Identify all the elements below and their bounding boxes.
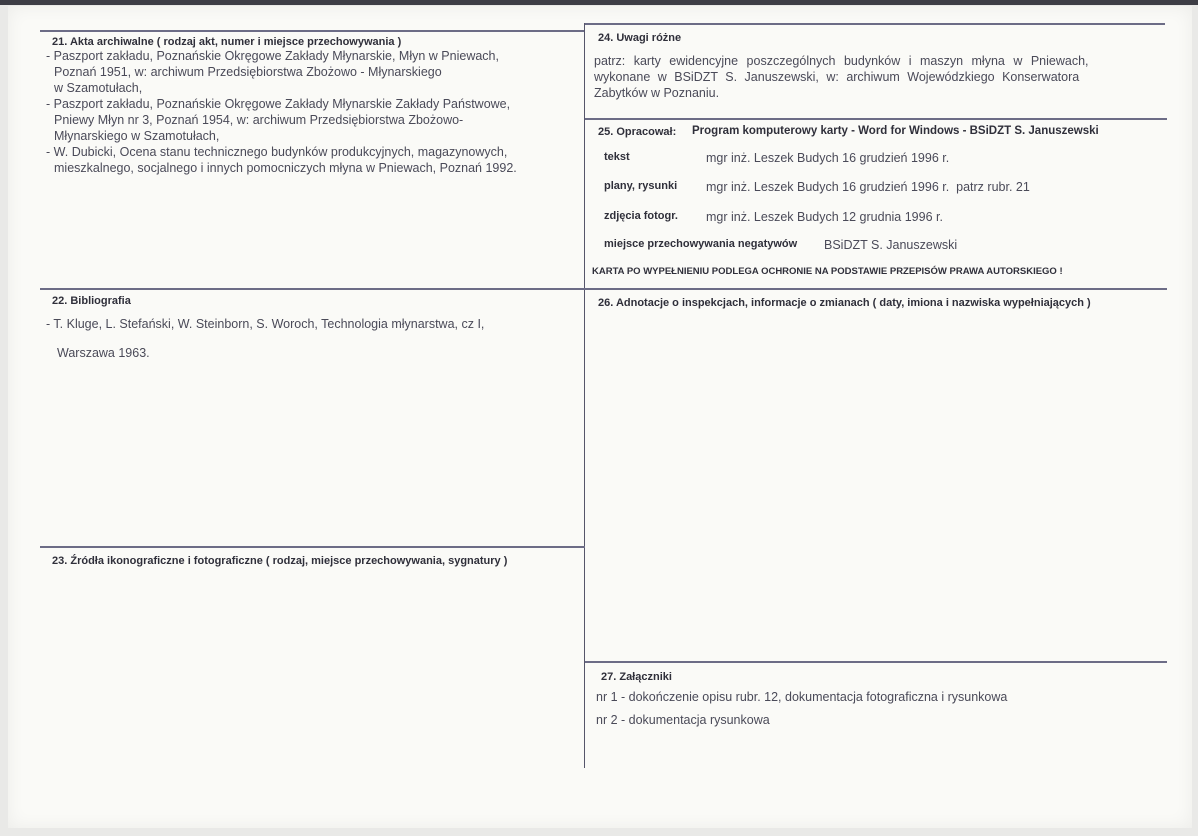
copyright-notice: KARTA PO WYPEŁNIENIU PODLEGA OCHRONIE NA PODSTAWIE PRZEPISÓW PRAWA AUTORSKIEGO !: [592, 266, 1063, 277]
author-row-value: mgr inż. Leszek Budych 16 grudzień 1996 r.: [706, 151, 950, 165]
rule-24-25: [585, 118, 1167, 120]
archive-line: Poznań 1951, w: archiwum Przedsiębiorstwa Zbożowo - Młynarskiego: [54, 65, 442, 79]
author-row-value: mgr inż. Leszek Budych 16 grudzień 1996 r. patrz rubr. 21: [706, 180, 1030, 194]
section-22-heading: 22. Bibliografia: [52, 295, 131, 307]
author-row-label: tekst: [604, 151, 630, 163]
rule-26-27: [585, 661, 1167, 663]
section-25-heading: 25. Opracował:: [598, 126, 677, 138]
section-21-body: [46, 48, 576, 176]
author-row-label: zdjęcia fotogr.: [604, 210, 678, 222]
section-21-heading: 21. Akta archiwalne ( rodzaj akt, numer i miejsce przechowywania ): [52, 36, 402, 48]
author-row-value: mgr inż. Leszek Budych 12 grudnia 1996 r.: [706, 210, 943, 224]
top-rule-right: [585, 23, 1165, 25]
section-24-heading: 24. Uwagi różne: [598, 32, 682, 44]
archive-line: - Paszport zakładu, Poznańskie Okręgowe Zakłady Młynarskie, Młyn w Pniewach,: [46, 49, 499, 63]
top-edge-band: [0, 0, 1198, 5]
rule-21-22: [40, 288, 585, 290]
center-divider: [584, 23, 585, 768]
remarks-line-2: wykonane w BSiDZT S. Januszewski, w: archiwum Wojewódzkiego Konserwatora: [594, 70, 1080, 84]
archive-line: - Paszport zakładu, Poznańskie Okręgowe Zakłady Młynarskie Zakłady Państwowe,: [46, 97, 511, 111]
remarks-line-3: Zabytków w Poznaniu.: [594, 86, 720, 100]
attachment-line-1: nr 1 - dokończenie opisu rubr. 12, dokumentacja fotograficzna i rysunkowa: [596, 690, 1008, 704]
author-row-value: BSiDZT S. Januszewski: [824, 238, 958, 252]
section-27-heading: 27. Załączniki: [601, 671, 672, 683]
archive-line: - W. Dubicki, Ocena stanu technicznego budynków produkcyjnych, magazynowych,: [46, 145, 508, 159]
top-rule-left: [40, 30, 585, 32]
archive-line: w Szamotułach,: [54, 81, 143, 95]
section-23-heading: 23. Źródła ikonograficzne i fotograficzne ( rodzaj, miejsce przechowywania, sygnatury ): [52, 555, 508, 567]
rule-22-23: [40, 546, 585, 548]
bibliography-line-2: Warszawa 1963.: [57, 346, 150, 360]
section-26-heading: 26. Adnotacje o inspekcjach, informacje o zmianach ( daty, imiona i nazwiska wypełniających ): [598, 297, 1091, 309]
bibliography-line-1: - T. Kluge, L. Stefański, W. Steinborn, S. Woroch, Technologia młynarstwa, cz I,: [46, 317, 485, 331]
archive-line: Młynarskiego w Szamotułach,: [54, 129, 220, 143]
remarks-line-1: patrz: karty ewidencyjne poszczególnych budynków i maszyn młyna w Pniewach,: [594, 54, 1089, 68]
rule-25-26: [585, 288, 1167, 290]
section-24-body: [594, 53, 1154, 101]
program-info: Program komputerowy karty - Word for Windows - BSiDZT S. Januszewski: [692, 125, 1099, 137]
author-row-label: plany, rysunki: [604, 180, 678, 192]
attachment-line-2: nr 2 - dokumentacja rysunkowa: [596, 713, 770, 727]
archive-line: mieszkalnego, socjalnego i innych pomocniczych młyna w Pniewach, Poznań 1992.: [54, 161, 517, 175]
author-row-label: miejsce przechowywania negatywów: [604, 238, 798, 250]
archive-line: Pniewy Młyn nr 3, Poznań 1954, w: archiwum Przedsiębiorstwa Zbożowo-: [54, 113, 464, 127]
